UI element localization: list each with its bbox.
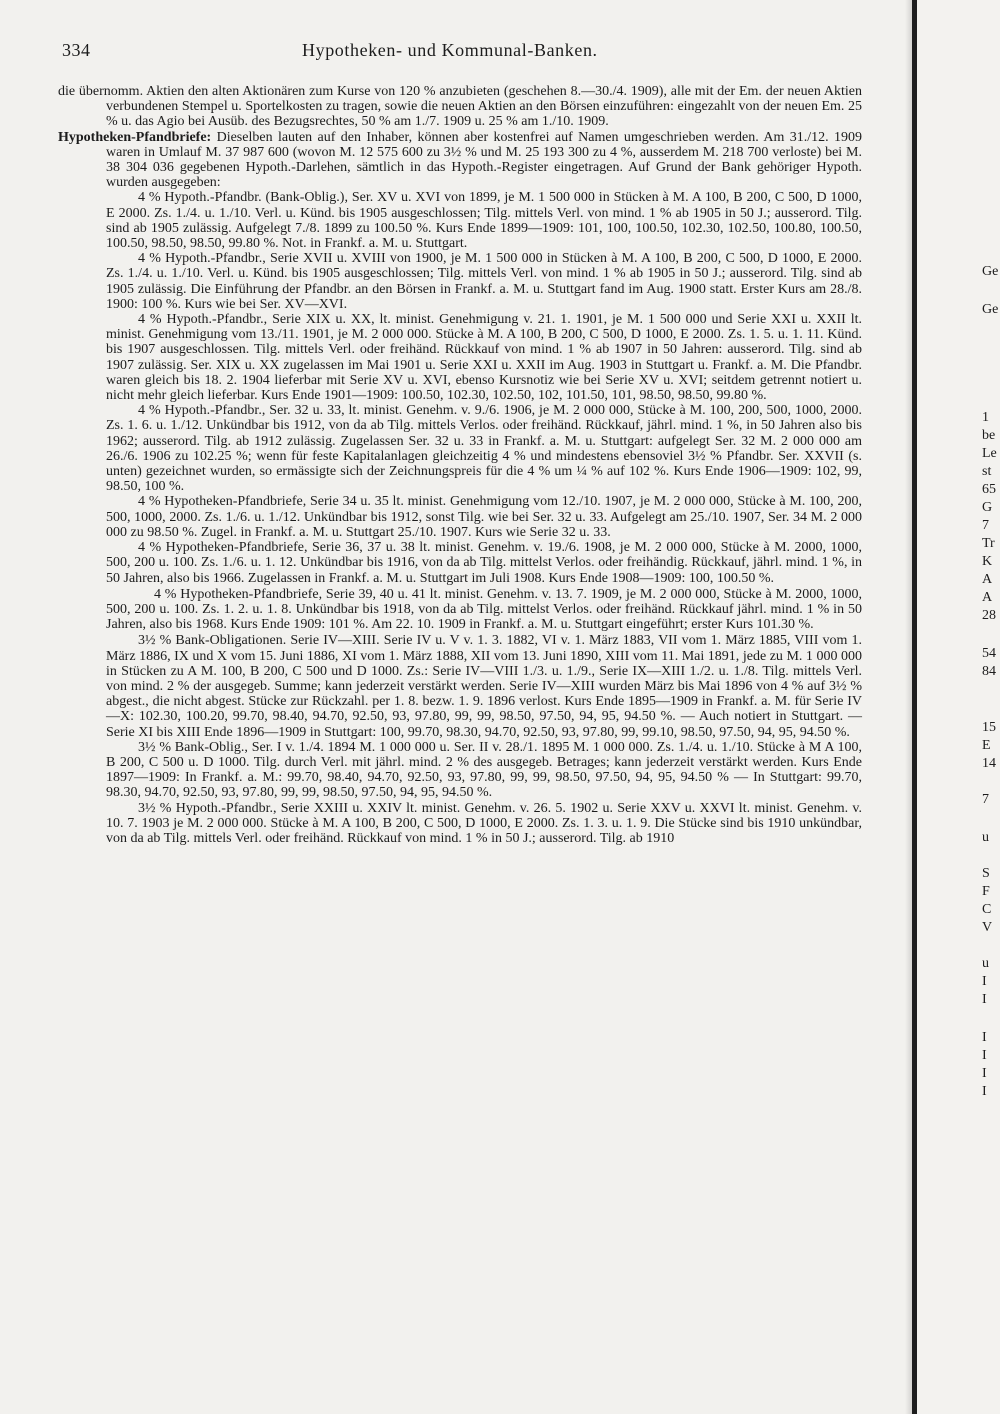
paragraph-text: die übernomm. Aktien den alten Aktionären zum Kurse von 120 % anzubieten (geschehen 8.—30./4. 1909), alle mit der Em. der neuen Aktien verbundenen Stempel u. Sportelkosten zu tragen, sowie die neuen Aktien an den Börsen einzuführen: eingezahlt von der neuen Em. 25 % u. das Agio bei Ausüb. des Bezugsrechtes, 50 % am 1./7. 1909 u. 25 % am 1./10. 1909. [58, 84, 862, 130]
adjacent-page-fragment: Ge [982, 264, 999, 279]
adjacent-page-fragment: Le [982, 446, 997, 461]
adjacent-page-fragment: be [982, 428, 996, 443]
paragraph-ser-34-35 [106, 494, 862, 540]
paragraph-text: 3½ % Bank-Oblig., Ser. I v. 1./4. 1894 M. 1 000 000 u. Ser. II v. 28./1. 1895 M. 1 000 000. Zs. 1./4. u. 1./10. Stücke à M A 100, B 200, C 500 u. D 1000. Tilg. durch Verl. mit jährl. mind. 2 % des ausgegeb. Betrages; kann jederzeit verstärkt werden. Kurs Ende 1897—1909: In Frankf. a. M.: 99.70, 98.40, 94.70, 92.50, 93, 97.80, 99, 99, 98.50, 97.50, 94, 95, 94.50 % — In Stuttgart: 99.70, 98.30, 94.70, 92.50, 93, 97.80, 99, 99, 98.50, 97.50, 94, 95, 94.50 %. [106, 739, 862, 801]
adjacent-page-fragment: I [982, 1030, 987, 1045]
gutter-shadow [905, 0, 912, 1414]
paragraph-ser-xv-xvi [106, 190, 862, 251]
paragraph-ser-32-33 [106, 403, 862, 494]
paragraph-ser-36-38 [106, 540, 862, 586]
page-header [62, 40, 862, 64]
adjacent-page-fragment: Ge [982, 302, 999, 317]
adjacent-page-fragment: F [982, 884, 990, 899]
adjacent-page-fragment: st [982, 464, 992, 479]
adjacent-page-fragment: A [982, 590, 993, 605]
adjacent-page-fragment: u [982, 956, 989, 971]
paragraph-text: 4 % Hypotheken-Pfandbriefe, Serie 39, 40 u. 41 lt. minist. Genehm. v. 13. 7. 1909, je M. 2 000 000, Stücke à M. 2000, 1000, 500, 200 u. 100. Zs. 1. 2. u. 1. 8. Unkündbar bis 1918, von da ab Tilg. mittelst Verlos. oder freihänd. Rückkauf jährl. mind. 1 % in 50 Jahren, also bis 1968. Kurs Ende 1909: 101 %. Am 22. 10. 1909 in Frankf. a. M. u. Stuttgart eingeführt; erster Kurs 101.30 %. [106, 586, 862, 633]
paragraph-bank-obligationen-iv-xiii [106, 633, 862, 739]
section-heading: Hypotheken-Pfandbriefe: [58, 129, 212, 145]
paragraph-ser-xxiii-xxvi [106, 801, 862, 847]
paragraph-text: 3½ % Hypoth.-Pfandbr., Serie XXIII u. XXIV lt. minist. Genehm. v. 26. 5. 1902 u. Serie XXV u. XXVI lt. minist. Genehm. v. 10. 7. 1903 je M. 2 000 000. Stücke à M. A 100, B 200, C 500, D 1000, E 2000. Zs. 1. 3. u. 1. 9. Die Stücke sind bis 1910 unkündbar, von da ab Tilg. mittels Verl. oder freihänd. Rückkauf von mind. 1 % in 50 J.; ausserord. Tilg. ab 1910 [106, 800, 862, 846]
adjacent-page-fragment: A [982, 572, 993, 587]
adjacent-page-fragment: S [982, 866, 990, 881]
adjacent-page-fragment: 28 [982, 608, 996, 623]
adjacent-page-fragment: I [982, 1066, 987, 1081]
adjacent-page-fragment: I [982, 974, 987, 989]
adjacent-page-fragment: 7 [982, 792, 989, 807]
paragraph-aktien-uebernahme [58, 84, 862, 130]
paragraph-ser-39-41 [106, 587, 862, 633]
paragraph-ser-xix-xxii [106, 312, 862, 403]
paragraph-text: 4 % Hypotheken-Pfandbriefe, Serie 36, 37 u. 38 lt. minist. Genehm. v. 19./6. 1908, je M. 2 000 000, Stücke à M. 2000, 1000, 500, 200 u. 100. Zs. 1./6. u. 1. 12. Unkündbar bis 1916, von da ab Tilg. mittelst Verlos. oder freihändig. Rückkauf, jährl. mind. 1 %, in 50 Jahren, also bis 1966. Zugelassen in Frankf. a. M. u. Stuttgart im Juli 1908. Kurs Ende 1908—1909: 100, 100.50 %. [106, 540, 862, 586]
paragraph-text: Dieselben lauten auf den Inhaber, können aber kostenfrei auf Namen umgeschrieben werden. Am 31./12. 1909 waren in Umlauf M. 37 987 600 (wovon M. 12 575 600 zu 3½ % und M. 25 193 300 zu 4 %, ausserdem M. 218 700 verloste) bei M. 38 304 036 gegebenen Hypoth.-Darlehen, sämtlich in das Hypoth.-Register eingetragen. Auf Grund der Bank gehöriger Hypoth. wurden ausgegeben: [106, 129, 862, 191]
adjacent-page-fragment: 15 [982, 720, 996, 735]
body-text [58, 84, 862, 846]
paragraph-text: 4 % Hypotheken-Pfandbriefe, Serie 34 u. 35 lt. minist. Genehmigung vom 12./10. 1907, je M. 2 000 000, Stücke à M. 100, 200, 500, 1000, 2000. Zs. 1./6. u. 1./12. Unkündbar bis 1912, sonst Tilg. wie bei Ser. 32 u. 33. Aufgelegt am 25./10. 1907, Ser. 34 M. 2 000 000 zu 98.50 %. Zugel. in Frankf. a. M. u. Stuttgart 25./10. 1907. Kurs wie Serie 32 u. 33. [106, 494, 862, 540]
adjacent-page-fragment: 84 [982, 664, 996, 679]
adjacent-page-fragment: I [982, 1084, 987, 1099]
page-number: 334 [62, 40, 91, 60]
adjacent-page-fragment: 1 [982, 410, 989, 425]
running-head: Hypotheken- und Kommunal-Banken. [302, 40, 598, 60]
paragraph-text: 3½ % Bank-Obligationen. Serie IV—XIII. Serie IV u. V v. 1. 3. 1882, VI v. 1. März 1883, VII vom 1. März 1885, VIII vom 1. März 1886, IX und X vom 15. Juni 1886, XI vom 1. März 1888, XII vom 13. Juni 1890, XIII vom 11. Mai 1891, jede zu M. 1 000 000 in Stücken zu A M. 100, B 200, C 500 und D 1000. Zs.: Serie IV—VIII 1./3. u. 1./9., Serie IX—XIII 1./2. u. 1./8. Tilg. mittels Verl. von mind. 2 % der ausgegeb. Summe; kann jederzeit verstärkt werden. Serie IV—XIII wurden März bis Mai 1896 von 4 % auf 3½ % abgest., die nicht abgest. Stücke zur Rückzahl. per 1. 8. bezw. 1. 9. 1896 verlost. Kurs Ende 1895—1909 in Frankf. a. M. für Serie IV—X: 102.30, 100.20, 99.70, 98.40, 94.70, 92.50, 93, 97.80, 99, 99, 98.50, 97.50, 94, 95, 94.50 %. — Auch notiert in Stuttgart. — Serie XI bis XIII Ende 1896—1909 in Stuttgart: 100, 99.70, 98.30, 94.70, 92.50, 93, 97.80, 99, 99.10, 98.50, 97.50, 94, 95, 94.50 %. [106, 633, 862, 740]
adjacent-page-fragment: 14 [982, 756, 996, 771]
adjacent-page-fragment: u [982, 830, 989, 845]
adjacent-page-fragment: K [982, 554, 993, 569]
adjacent-page-fragment: E [982, 738, 991, 753]
paragraph-text: 4 % Hypoth.-Pfandbr., Serie XVII u. XVIII von 1900, je M. 1 500 000 in Stücken à M. A 100, B 200, C 500, D 1000, E 2000. Zs. 1./4. u. 1./10. Verl. u. Künd. bis 1905 ausgeschlossen; Tilg. mittels Verl. von mind. 1 % ab 1905 in 50 J.; ausserord. Tilg. sind ab 1905 zulässig. Die Einführung der Pfandbr. an den Börsen in Frankf. a. M. u. Stuttgart fand im Aug. 1900 statt. Erster Kurs am 28./8. 1900: 100 %. Kurs wie bei Ser. XV—XVI. [106, 251, 862, 312]
adjacent-page-fragment: C [982, 902, 992, 917]
adjacent-page-fragment: I [982, 992, 987, 1007]
adjacent-page-fragment: 65 [982, 482, 996, 497]
adjacent-page-fragment: 54 [982, 646, 996, 661]
adjacent-page-fragment: V [982, 920, 993, 935]
paragraph-hypotheken-pfandbriefe [58, 129, 862, 191]
paragraph-ser-xvii-xviii [106, 251, 862, 312]
adjacent-page-edge [917, 0, 1000, 1414]
adjacent-page-fragment: G [982, 500, 993, 515]
paragraph-text: 4 % Hypoth.-Pfandbr., Ser. 32 u. 33, lt. minist. Genehm. v. 9./6. 1906, je M. 2 000 000, Stücke à M. 100, 200, 500, 1000, 2000. Zs. 1. 6. u. 1./12. Unkündbar bis 1912, von da ab Tilg. mittels Verlos. oder freihänd. Rückkauf, jährl. mind. 1 %, in 50 Jahren also bis 1962; ausserord. Tilg. ab 1912 zulässig. Zugelassen Ser. 32 u. 33 in Frankf. a. M. u. Stuttgart: aufgelegt Ser. 32 M. 2 000 000 am 26./6. 1906 zu 102.25 %; wenn für feste Kapitalanlagen gleichzeitig 4 % und mindestens ebensoviel 3½ % Pfandbr. Ser. XXVII (s. unten) gezeichnet wurden, so ermässigte sich der Zeichnungspreis für die 4 % um ¼ % auf 102 %. Kurs Ende 1906—1909: 102, 99, 98.50, 100 %. [106, 403, 862, 495]
adjacent-page-fragment: 7 [982, 518, 989, 533]
adjacent-page-fragment: I [982, 1048, 987, 1063]
paragraph-bank-oblig-ser-i-ii [106, 740, 862, 801]
paragraph-text: 4 % Hypoth.-Pfandbr., Serie XIX u. XX, lt. minist. Genehmigung v. 21. 1. 1901, je M. 1 500 000 und Serie XXI u. XXII lt. minist. Genehmigung vom 13./11. 1901, je M. 2 000 000. Stücke à M. A 100, B 200, C 500, D 1000, E 2000. Zs. 1. 5. u. 1. 11. Künd. bis 1907 ausgeschlossen. Tilg. mittels Verl. oder freihänd. Rückkauf von mind. 1 % ab 1907 in 50 Jahren: ausserord. Tilg. sind ab 1907 zulässig. Ser. XIX u. XX zugelassen im Mai 1901 u. Serie XXI u. XXII im Aug. 1903 in Stuttgart u. Frankf. a. M. Die Pfandbr. waren gleich bis 18. 2. 1904 lieferbar mit Serie XV u. XVI, ebenso Kursnotiz wie bei Serie XV u. XVI; seitdem getrennt notiert u. nicht mehr gleich lieferbar. Kurs Ende 1901—1909: 100.50, 102.30, 102.50, 102, 101.50, 101, 98.50, 98.50, 99.80 %. [106, 312, 862, 404]
paragraph-text: 4 % Hypoth.-Pfandbr. (Bank-Oblig.), Ser. XV u. XVI von 1899, je M. 1 500 000 in Stücken à M. A 100, B 200, C 500, D 1000, E 2000. Zs. 1./4. u. 1./10. Verl. u. Künd. bis 1905 ausgeschlossen; Tilg. mittels Verl. von mind. 1 % ab 1905 in 50 J.; ausserord. Tilg. sind ab 1905 zulässig. Aufgelegt 7./8. 1899 zu 100.50 %. Kurs Ende 1899—1909: 101, 100, 100.50, 102.30, 102.50, 100.80, 100.50, 100.50, 98.50, 98.50, 99.80 %. Not. in Frankf. a. M. u. Stuttgart. [106, 190, 862, 252]
adjacent-page-fragment: Tr [982, 536, 995, 551]
